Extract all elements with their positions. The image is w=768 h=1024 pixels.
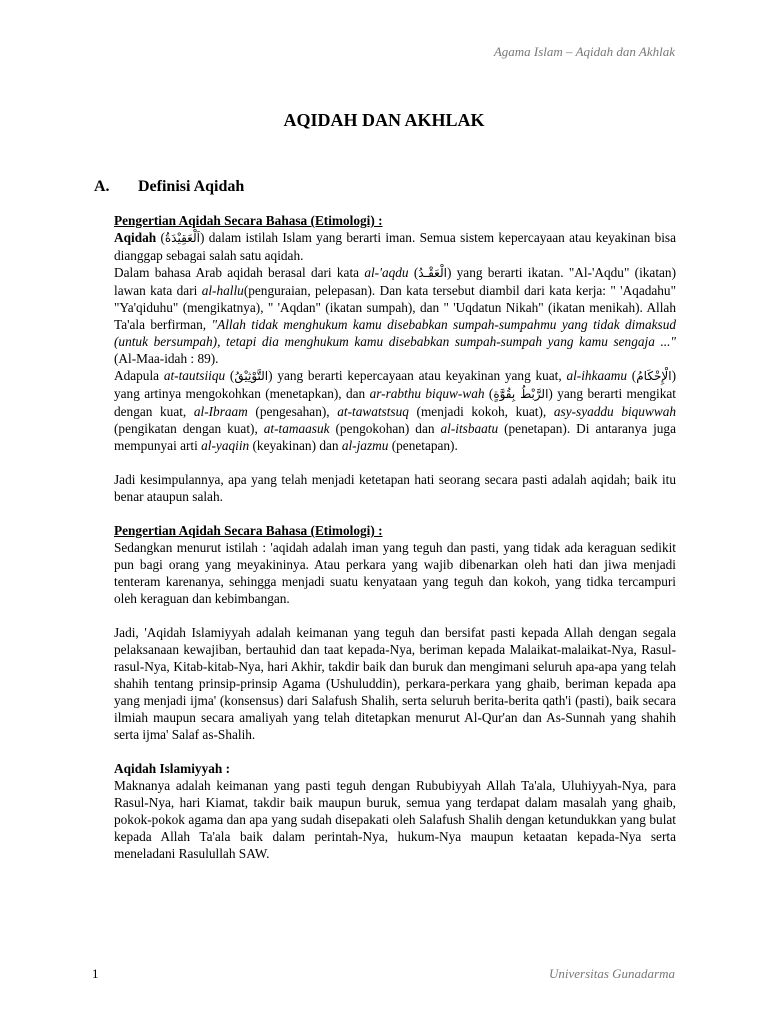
text-run: (keyakinan) dan — [249, 438, 342, 453]
paragraph-arabic-origin — [114, 264, 676, 367]
text-run: (penetapan). — [388, 438, 458, 453]
italic-term: al-yaqiin — [201, 438, 250, 453]
arabic-term: الْعَقْـدُ — [418, 266, 447, 280]
document-title: AQIDAH DAN AKHLAK — [283, 110, 485, 130]
paragraph-meaning: Maknanya adalah keimanan yang pasti teguh dengan Rububiyyah Allah Ta'ala, Uluhiyyah-Nya, para Rasul-Nya, hari Kiamat, takdir baik maupun buruk, semua yang terdapat dalam masalah yang ghaib, pokok-pokok agama dan apa yang sudah disepakati oleh Salafush Shalih dengan ketundukkan yang bulat kepada Allah Ta'ala baik dalam perintah-Nya, hukum-Nya maupun ketaatan kepada-Nya serta meneladani Rasulullah SAW. — [114, 778, 676, 861]
italic-term: asy-syaddu biquwwah — [553, 404, 676, 419]
paragraph-conclusion: Jadi kesimpulannya, apa yang telah menjadi ketetapan hati seorang secara pasti adalah aqidah; baik itu benar ataupun salah. — [114, 472, 676, 504]
paragraph-terminology: Sedangkan menurut istilah : 'aqidah adalah iman yang teguh dan pasti, yang tidak ada keraguan sedikit pun bagi orang yang meyakininya. Atau perkara yang wajib dibenarkan oleh hati dan jiwa menjadi tenteram karenanya, sehingga menjadi suatu kenyataan yang teguh dan kokoh, yang tidka tercampuri oleh keraguan dan kebimbangan. — [114, 540, 676, 606]
text-run: ( — [225, 368, 235, 383]
text-run: (pengokohan) dan — [329, 421, 441, 436]
italic-term: al-itsbaatu — [440, 421, 499, 436]
text-run: ( — [408, 265, 419, 280]
text-run: ) yang berarti ikatan. "Al-'Aqdu" (ikatan) lawan kata dari — [114, 265, 677, 298]
term-aqidah: Aqidah — [114, 230, 157, 245]
section-heading — [94, 178, 244, 196]
text-run: (penetapan). Di antaranya juga mempunyai arti — [114, 421, 676, 453]
paragraph-related-terms — [114, 367, 676, 454]
italic-term: at-tawatstsuq — [337, 404, 409, 419]
paragraph-aqidah-islamiyyah-definition: Jadi, 'Aqidah Islamiyyah adalah keimanan yang teguh dan bersifat pasti kepada Allah dengan segala pelaksanaan kewajiban, bertauhid dan taat kepada-Nya, beriman kepada Malaikat-malaikat-Nya, Rasul-rasul-Nya, Kitab-kitab-Nya, hari Akhir, takdir baik dan buruk dan mengimani seluruh apa-apa yang telah shahih tentang prinsip-prinsip Agama (Ushuluddin), perkara-perkara yang ghaib, beriman kepada apa yang menjadi ijma' (konsensus) dari Salafush Shalih, serta seluruh berita-berita qath'i (pasti), baik secara ilmiah maupun secara amaliyah yang telah ditetapkan menurut Al-Qur'an dan As-Sunnah yang shahih serta ijma' Salaf as-Shalih. — [114, 625, 676, 742]
italic-term: al-jazmu — [341, 438, 389, 453]
quran-quote: "Allah tidak menghukum kamu disebabkan sumpah-sumpahmu yang tidak dimaksud (untuk bersumpah), tetapi dia menghukum kamu disebabkan sumpah-sumpah yang kamu sengaja ..." — [114, 317, 677, 349]
italic-term: al-'aqdu — [364, 265, 409, 280]
subheading-aqidah-islamiyyah — [114, 760, 676, 777]
section-number: A. — [94, 178, 110, 195]
text-run: (pengikatan dengan kuat), — [114, 421, 264, 436]
page-number: 1 — [92, 966, 99, 981]
text-run: (pengesahan), — [247, 404, 338, 419]
italic-term: at-tautsiiqu — [163, 368, 226, 383]
text-run: ) dalam istilah Islam yang berarti iman. Semua sistem kepercayaan atau keyakinan bisa dianggap sebagai salah satu aqidah. — [114, 230, 676, 263]
text-run: (penguraian, pelepasan). Dan kata tersebut diambil dari kata kerja: " 'Aqadahu" "Ya'qiduhu" (mengikatnya), " 'Aqdan" (ikatan sumpah), dan " 'Uqdatun Nikah" (ikatan menikah). Allah Ta'ala berfirman, — [114, 283, 676, 332]
text-run: ) yang berarti mengikat dengan kuat, — [114, 386, 676, 419]
text-run: ) yang berarti kepercayaan atau keyakinan yang kuat, — [268, 368, 567, 383]
arabic-term: اَلْعَقِيْدَةُ — [164, 231, 200, 245]
subheading-text: Pengertian Aqidah Secara Bahasa (Etimologi) : — [114, 523, 383, 538]
footer-university: Universitas Gunadarma — [548, 966, 675, 981]
text-run: Dalam bahasa Arab aqidah berasal dari kata — [114, 265, 365, 280]
italic-term: al-hallu — [201, 283, 244, 298]
italic-term: ar-rabthu biquw-wah — [369, 386, 485, 401]
running-header: Agama Islam – Aqidah dan Akhlak — [493, 44, 675, 59]
arabic-term: الْإِحْكَامُ — [636, 369, 672, 383]
subheading-istilah — [114, 522, 676, 539]
italic-term: at-tamaasuk — [263, 421, 330, 436]
text-run: ( — [627, 368, 637, 383]
arabic-term: التَّوْثِيْقُ — [234, 369, 269, 383]
paragraph-aqidah-definition — [114, 229, 676, 264]
arabic-term: الرَّبْطُ بِقُوَّةٍ — [493, 387, 549, 401]
text-run: Adapula — [114, 368, 164, 383]
text-run: (Al-Maa-idah : 89). — [114, 351, 219, 366]
text-run: ) yang artinya mengokohkan (menetapkan), dan — [114, 368, 676, 401]
text-run: ( — [484, 386, 494, 401]
italic-term: al-ihkaamu — [566, 368, 628, 383]
subheading-text: Pengertian Aqidah Secara Bahasa (Etimologi) : — [114, 213, 383, 228]
section-title: Definisi Aqidah — [138, 178, 245, 195]
subheading-text: Aqidah Islamiyyah : — [114, 761, 231, 776]
text-run: ( — [156, 230, 165, 245]
document-body — [114, 212, 676, 862]
subheading-etimologi — [114, 212, 676, 229]
italic-term: al-Ibraam — [193, 404, 248, 419]
text-run: (menjadi kokoh, kuat), — [408, 404, 554, 419]
